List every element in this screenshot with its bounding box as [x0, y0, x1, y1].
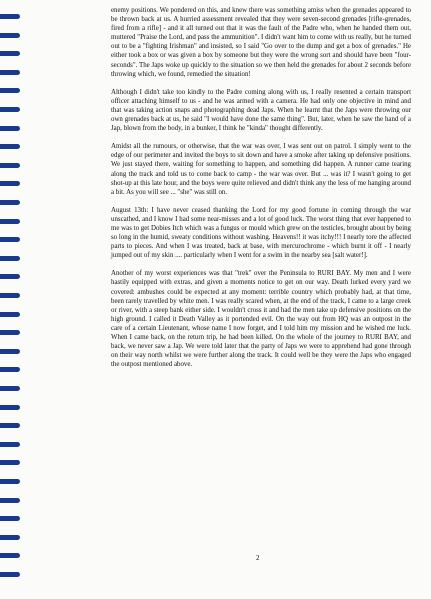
binding-hole	[0, 405, 20, 410]
binding-hole	[0, 181, 20, 186]
binding-hole	[0, 312, 20, 317]
paragraph-5: Another of my worst experiences was that "trek" over the Peninsula to RURI BAY. My men and I were hastily equipped with extras, and given a moments notice to get on our way. Death lurked every yard we covered: ambushes could be expected at any moment: terrible country which probably had, at that time, been rarely travelled by white men. I was really scared when, at the end of the track, I came to a large creek or river, with a steep bank either side. I wouldn't cross it and had the men take up defensive positions on the high ground. I called it Death Valley as it portended evil. On the way out from HQ was an outpost in the care of a certain Lieutenant, whose name I now forget, and I told him my mission and he wished me luck. When I came back, on the return trip, he had been killed. On the whole of the journey to RURI BAY, and back, we never saw a Jap. We were told later that the party of Japs we were to apprehend had gone through on their way north whilst we were further along the track. It could well be they were the Japs who engaged the outpost mentioned above.	[111, 270, 411, 369]
binding-hole	[0, 330, 20, 335]
binding-hole	[0, 144, 20, 149]
binding-hole	[0, 572, 20, 577]
binding-hole	[0, 70, 20, 75]
binding-hole	[0, 126, 20, 131]
binding-hole	[0, 516, 20, 521]
binding-hole	[0, 553, 20, 558]
binding-hole	[0, 460, 20, 465]
binding-hole	[0, 51, 20, 56]
binding-hole	[0, 33, 20, 38]
binding-hole	[0, 498, 20, 503]
binding-hole	[0, 107, 20, 112]
binding-hole	[0, 256, 20, 261]
binding-hole	[0, 479, 20, 484]
paragraph-4: August 13th: I have never ceased thanking the Lord for my good fortune in coming through the war unscathed, and I know I had some near-misses and a lot of good luck. The worst thing that ever happened to me was to get Dobies Itch which was a fungus or mould which grew on the testicles, brought about by being so long in the humid, sweaty conditions without washing. Heavens!! it was itchy!!! I nearly tore the affected parts to pieces. And when I was treated, back at base, with mercurochrome - which burnt it off - I nearly jumped out of my skin .... particularly when I went for a swim in the nearby sea [salt water!].	[111, 206, 411, 260]
binding-hole	[0, 88, 20, 93]
binding-hole	[0, 423, 20, 428]
binding-hole	[0, 200, 20, 205]
binding-hole	[0, 386, 20, 391]
binding-hole	[0, 237, 20, 242]
binding-hole	[0, 219, 20, 224]
document-body	[111, 6, 411, 378]
binding-hole	[0, 163, 20, 168]
binding-hole	[0, 274, 20, 279]
binding-hole	[0, 349, 20, 354]
binding-holes	[0, 0, 22, 599]
paragraph-1: enemy positions. We pondered on this, and knew there was something amiss when the grenades appeared to be thrown back at us. A hurried assessment revealed that they were seven-second grenades [rifle-grenades, fired from a rifle] - and it all turned out that it was the fault of the Padre who, when he handed them out, muttered "Praise the Lord, and pass the ammunition". I didn't want him to come with us really, but he turned out to be a "fighting Irishman" and insisted, so I said "Go over to the dump and get a box of grenades." He either took a box or was given a box by someone but they were the wrong sort and should have been "four-seconds". The Japs woke up quickly to the situation so we then held the grenades for about 2 seconds before throwing which, we found, remedied the situation!	[111, 7, 411, 78]
binding-hole	[0, 14, 20, 19]
paragraph-2: Although I didn't take too kindly to the Padre coming along with us, I really resented a certain transport officer attaching himself to us - and he was armed with a camera. He had only one objective in mind and that was taking action snaps and photographing dead Japs. When he learnt that the Japs were throwing our own grenades back at us, he said "I would have done the same thing". But, later, when he saw the hand of a Jap, blown from the body, in a bunker, I think he "kinda" thought differently.	[111, 88, 411, 133]
binding-hole	[0, 535, 20, 540]
binding-hole	[0, 367, 20, 372]
binding-hole	[0, 442, 20, 447]
binding-hole	[0, 293, 20, 298]
page-number: 2	[256, 554, 260, 562]
paragraph-3: Amidst all the rumours, or otherwise, that the war was over, I was sent out on patrol. I simply went to the edge of our perimeter and invited the boys to sit down and have a smoke after taking up defensive positions. We just stayed there, waiting for something to happen, and something did happen. A runner came tearing along the track and told us to come back to camp - the war was over. But ... was it? I wasn't going to get shot-up at this late hour, and the boys were quite relieved and didn't think any the less of me hanging around a bit. As you will see ... "she" was still on.	[111, 143, 411, 196]
